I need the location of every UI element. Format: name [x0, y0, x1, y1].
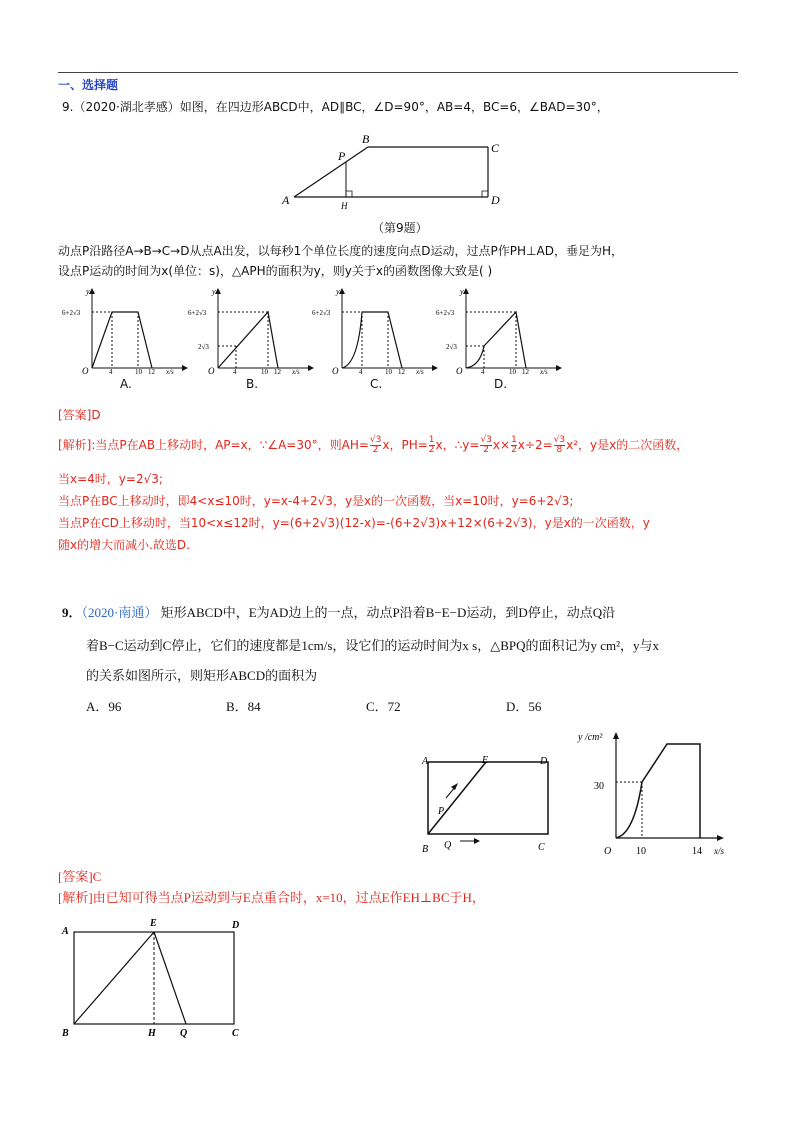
svg-text:x/s: x/s: [714, 846, 724, 856]
svg-text:y /cm²: y /cm²: [578, 732, 603, 743]
svg-text:D: D: [232, 920, 240, 931]
option-c-label: C.: [370, 377, 383, 391]
label-P: P: [338, 149, 346, 163]
q2-stem-line2: 着B−C运动到C停止，它们的速度都是1cm/s，设它们的运动时间为x s，△BPQ的面积记为y cm²，y与x: [86, 638, 660, 653]
option-graph-b: [184, 284, 318, 374]
q2-function-graph: [572, 726, 736, 858]
svg-text:E: E: [150, 918, 157, 929]
svg-text:x/s: x/s: [416, 368, 424, 374]
option-d-label: D.: [494, 377, 508, 391]
q2-option-b: B．84: [226, 699, 261, 714]
svg-text:C: C: [232, 1028, 239, 1039]
svg-text:E: E: [482, 755, 489, 766]
label-H: H: [341, 201, 348, 211]
svg-text:12: 12: [274, 368, 281, 374]
section-heading: 一、选择题: [58, 78, 119, 92]
q1-analysis-line5: 随x的增大而减小.故选D.: [58, 538, 190, 552]
svg-text:B: B: [422, 844, 429, 855]
option-graph-a: [58, 284, 192, 374]
q1-trapezoid-figure: [280, 130, 510, 212]
q2-answer: [答案]C: [58, 869, 102, 884]
svg-text:10: 10: [509, 368, 516, 374]
svg-text:Q: Q: [180, 1028, 188, 1039]
svg-text:O: O: [332, 366, 339, 374]
svg-text:x/s: x/s: [166, 368, 174, 374]
q1-analysis-line1: [解析]:当点P在AB上移动时，AP=x，∵∠A=30°，则AH= $\frac{√3}{2}$ x，PH= $\frac{1}{2}$ x，∴y= $\frac{√3}{2}$ x× $\frac{1}{2}$ x÷2= $\frac{√3}{8}$ x²，y是x的二次函数，: [58, 435, 689, 455]
svg-text:14: 14: [692, 846, 702, 857]
svg-text:x/s: x/s: [292, 368, 300, 374]
svg-text:y: y: [460, 287, 464, 296]
svg-text:10: 10: [135, 368, 142, 374]
svg-text:4: 4: [359, 368, 363, 374]
svg-text:O: O: [208, 366, 215, 374]
svg-text:6+2√3: 6+2√3: [312, 309, 331, 317]
svg-text:B: B: [62, 1028, 69, 1039]
svg-text:10: 10: [385, 368, 392, 374]
svg-text:y: y: [212, 287, 216, 296]
q1-answer: [答案]D: [58, 408, 101, 422]
option-graph-d: [432, 284, 566, 374]
svg-text:A: A: [62, 926, 69, 937]
q1-analysis-line2: 当x=4时，y=2√3;: [58, 472, 163, 486]
svg-text:O: O: [82, 366, 89, 374]
label-A: A: [282, 193, 290, 207]
q2-option-c: C．72: [366, 699, 401, 714]
q1-analysis-line4: 当点P在CD上移动时，当10<x≤12时，y=(6+2√3)(12-x)=-(6+2√3)x+12×(6+2√3)，y是x的一次函数，y: [58, 516, 650, 530]
svg-text:y: y: [336, 287, 340, 296]
option-graph-c: [308, 284, 442, 374]
q1-stem: 9.（2020·湖北孝感）如图，在四边形ABCD中，AD∥BC，∠D=90°，AB=4，BC=6，∠BAD=30°，: [62, 100, 609, 114]
svg-text:H: H: [148, 1028, 156, 1039]
q1-body-line2: 设点P运动的时间为x(单位：s)，△APH的面积为y，则y关于x的函数图像大致是( ): [58, 264, 493, 278]
svg-text:A: A: [422, 756, 429, 767]
q2-stem-line1: 9．（2020·南通） 矩形ABCD中，E为AD边上的一点，动点P沿着B−E−D运动，到D停止，动点Q沿: [62, 605, 616, 620]
svg-text:4: 4: [481, 368, 485, 374]
q2-analysis: [解析]由已知可得当点P运动到与E点重合时，x=10，过点E作EH⊥BC于H，: [58, 890, 485, 905]
svg-text:2√3: 2√3: [198, 343, 209, 351]
top-rule: [58, 72, 738, 73]
label-B: B: [362, 132, 370, 146]
q2-rectangle-figure: [418, 750, 558, 858]
label-C: C: [491, 141, 500, 155]
q2-solution-figure: [58, 912, 258, 1040]
svg-text:6+2√3: 6+2√3: [188, 309, 207, 317]
q2-stem-line3: 的关系如图所示，则矩形ABCD的面积为: [86, 668, 318, 683]
svg-text:Q: Q: [444, 840, 452, 851]
svg-text:6+2√3: 6+2√3: [436, 309, 455, 317]
option-a-label: A.: [120, 377, 132, 391]
label-D: D: [491, 193, 500, 207]
q2-option-a: A．96: [86, 699, 122, 714]
svg-text:12: 12: [398, 368, 405, 374]
q1-caption: （第9题）: [372, 221, 428, 235]
svg-text:x/s: x/s: [540, 368, 548, 374]
svg-text:O: O: [604, 846, 612, 857]
svg-text:y: y: [86, 287, 90, 296]
svg-text:P: P: [438, 806, 445, 817]
svg-text:12: 12: [522, 368, 529, 374]
svg-text:C: C: [538, 842, 545, 853]
option-b-label: B.: [246, 377, 259, 391]
svg-text:10: 10: [261, 368, 268, 374]
svg-text:4: 4: [109, 368, 113, 374]
svg-text:10: 10: [636, 846, 646, 857]
q1-body-line1: 动点P沿路径A→B→C→D从点A出发，以每秒1个单位长度的速度向点D运动，过点P作PH⊥AD，垂足为H，: [58, 244, 623, 258]
svg-text:12: 12: [148, 368, 155, 374]
svg-text:D: D: [540, 756, 548, 767]
svg-text:2√3: 2√3: [446, 343, 457, 351]
svg-text:6+2√3: 6+2√3: [62, 309, 81, 317]
svg-text:O: O: [456, 366, 463, 374]
q2-option-d: D．56: [506, 699, 542, 714]
svg-text:30: 30: [594, 781, 604, 792]
q1-analysis-line3: 当点P在BC上移动时，即4<x≤10时，y=x-4+2√3，y是x的一次函数，当x=10时，y=6+2√3;: [58, 494, 574, 508]
svg-text:4: 4: [233, 368, 237, 374]
